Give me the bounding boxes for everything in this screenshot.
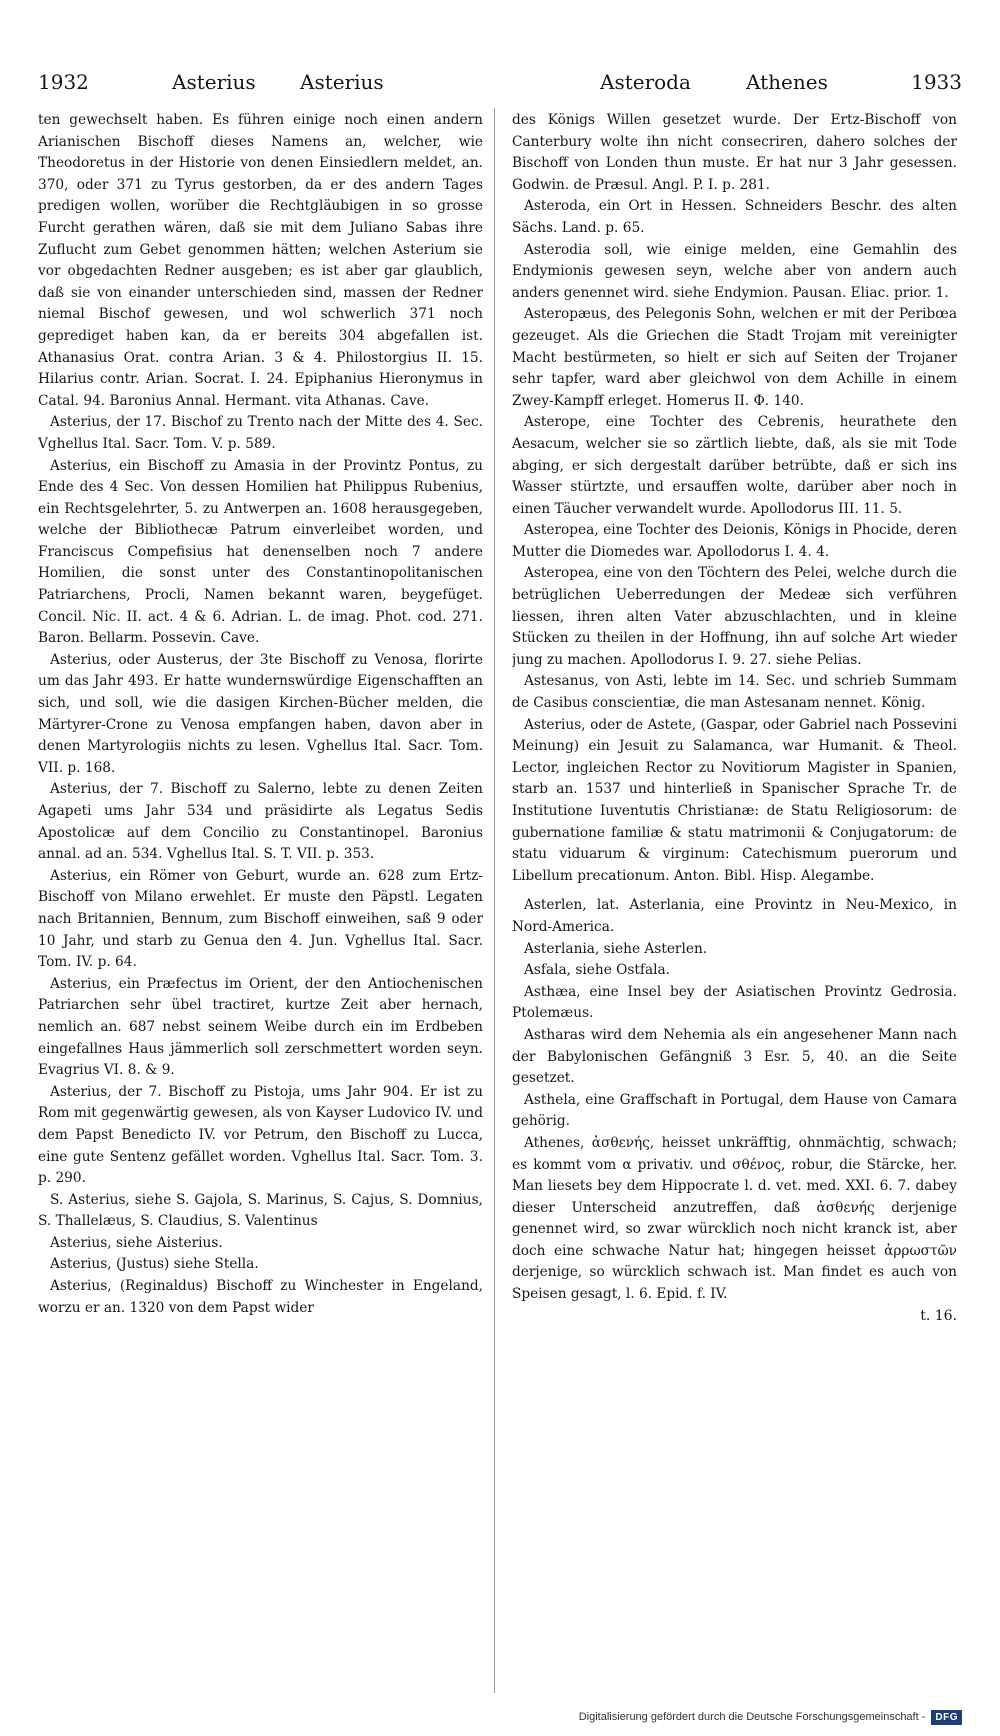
entry-paragraph: des Königs Willen gesetzet wurde. Der Ertz-Bischoff von Canterbury wolte ihn nicht consecriren, dahero solches der Bischoff von Londen thun muste. Er hat nur 3 Jahr gesessen. Godwin. de Præsul. Angl. P. I. p. 281.	[512, 112, 957, 193]
entry-paragraph: Asterius, ein Præfectus im Orient, der den Antiochenischen Patriarchen sehr übel tractiret, kurtze Zeit aber hernach, nemlich an. 687 nebst seinem Weibe durch ein im Erdbeben eingefallnes Haus jämmerlich soll zerschmettert worden seyn. Evagrius VI. 8. & 9.	[38, 975, 483, 1079]
entry-paragraph: Asterius, (Reginaldus) Bischoff zu Winchester in Engeland, worzu er an. 1320 von dem Papst wider	[38, 1278, 483, 1316]
entry-paragraph: Asterope, eine Tochter des Cebrenis, heurathete den Aesacum, welcher sie so zärtlich liebte, daß, als sie mit Tode abging, er sich dergestalt darüber betrübte, daß er sich ins Wasser stürtzte, und ersauffen wolte, darüber aber noch in einen Täucher verwandelt wurde. Apollodorus III. 11. 5.	[512, 414, 957, 517]
entry-paragraph: Asteropea, eine Tochter des Deionis, Königs in Phocide, deren Mutter die Diomedes war. Apollodorus I. 4. 4.	[512, 522, 957, 560]
left-column	[38, 110, 483, 1690]
entry-paragraph: Asterius, ein Römer von Geburt, wurde an. 628 zum Ertz-Bischoff von Milano erwehlet. Er muste den Päpstl. Legaten nach Britannien, Bennum, zum Bischoff einweihen, saß 9 oder 10 Jahr, und starb zu Genua den 4. Jun. Vghellus Ital. Sacr. Tom. IV. p. 64.	[38, 867, 483, 971]
entry-paragraph: Astharas wird dem Nehemia als ein angesehener Mann nach der Babylonischen Gefängniß 3 Esr. 5, 40. an die Seite gesetzet.	[512, 1026, 957, 1087]
catchword: t. 16.	[920, 1307, 957, 1324]
running-head	[38, 70, 962, 100]
entry-paragraph: Asterius, (Justus) siehe Stella.	[50, 1256, 259, 1273]
entry-paragraph: ten gewechselt haben. Es führen einige noch einen andern Arianischen Bischoff dieses Namens an, welcher, wie Theodoretus in der Historie von denen Einsiedlern meldet, an. 370, oder 371 zu Tyrus gestorben, da er des andern Tages predigen wollen, worüber die Rechtgläubigen in so grosse Furcht gerathen wären, daß sie mit dem Juliano Sabas ihre Zuflucht zum Gebet genommen hätten; welchen Asterium sie vor obgedachten Redner ausgeben; es ist aber gar glaublich, daß sie von einander unterschieden sind, massen der Redner niemal Bischof gewesen, und wol schwerlich 371 noch geprediget haben kan, da er bereits 304 abgefallen ist. Athanasius Orat. contra Arian. 3 & 4. Philostorgius II. 15. Hilarius contr. Arian. Socrat. I. 24. Epiphanius Hieronymus in Catal. 94. Baronius Annal. Hermant. vita Athanas. Cave.	[38, 112, 483, 409]
digitization-footer	[579, 1706, 962, 1728]
header-keyword: Athenes	[746, 70, 828, 94]
entry-paragraph: Asterlania, siehe Asterlen.	[524, 940, 708, 957]
page-number-left: 1932	[38, 70, 89, 94]
entry-paragraph: Asthæa, eine Insel bey der Asiatischen Provintz Gedrosia. Ptolemæus.	[512, 983, 957, 1022]
entry-paragraph: Asteroda, ein Ort in Hessen. Schneiders Beschr. des alten Sächs. Land. p. 65.	[512, 198, 957, 236]
entry-paragraph: Asterodia soll, wie einige melden, eine Gemahlin des Endymionis gewesen seyn, welche aber von andern auch anders genennet wird. siehe Endymion. Pausan. Eliac. prior. 1.	[512, 241, 957, 301]
entry-paragraph: Astesanus, von Asti, lebte im 14. Sec. und schrieb Summam de Casibus conscientiæ, die man Astesanam nennet. König.	[512, 673, 957, 712]
entry-paragraph: Asfala, siehe Ostfala.	[524, 962, 671, 979]
entry-paragraph: Asterius, ein Bischoff zu Amasia in der Provintz Pontus, zu Ende des 4 Sec. Von dessen Homilien hat Philippus Rubenius, ein Rechtsgelehrter, 5. zu Antwerpen an. 1608 herausgegeben, welche der Bibliothecæ Patrum einverleibet worden, und Franciscus Compefisius hat denenselben noch 7 andere Homilien, die sonst unter des Constantinopolitanischen Patriarchens, Procli, Namen bekannt waren, beygefüget. Concil. Nic. II. act. 4 & 6. Adrian. L. de imag. Phot. cod. 271. Baron. Bellarm. Possevin. Cave.	[38, 457, 483, 647]
column-divider	[494, 108, 495, 1693]
header-keyword: Asterius	[300, 70, 384, 94]
entry-paragraph: Asteropea, eine von den Töchtern des Pelei, welche durch die betrüglichen Ueberredungen der Medeæ sich verführen liessen, ihren alten Vater abzuschlachten, und in kleine Stücken zu theilen in der Hoffnung, ihn auf solche Art wieder jung zu machen. Apollodorus I. 9. 27. siehe Pelias.	[512, 565, 957, 668]
page-number-right: 1933	[911, 70, 962, 94]
entry-paragraph: Asterius, siehe Aisterius.	[50, 1234, 223, 1251]
entry-paragraph: Asterius, oder de Astete, (Gaspar, oder Gabriel nach Possevini Meinung) ein Jesuit zu Salamanca, war Humanit. & Theol. Lector, ingleichen Rector zu Novitiorum Magister in Spanien, starb an. 1537 und hinterließ in Spanischer Sprache Tr. de Institutione Iuventutis Christianæ: de Statu Religiosorum: de gubernatione familiæ & statu matrimonii & Conjugatorum: de statu viduarum & virginum: Catechismum puerorum und Libellum precationum. Anton. Bibl. Hisp. Alegambe.	[512, 716, 957, 884]
entry-paragraph: S. Asterius, siehe S. Gajola, S. Marinus, S. Cajus, S. Domnius, S. Thallelæus, S. Claudius, S. Valentinus	[38, 1191, 483, 1230]
entry-paragraph: Asthela, eine Graffschaft in Portugal, dem Hause von Camara gehörig.	[512, 1091, 957, 1130]
entry-paragraph: Asterius, der 7. Bischoff zu Pistoja, ums Jahr 904. Er ist zu Rom mit gegenwärtig gewesen, als von Kayser Ludovico IV. und dem Papst Benedicto IV. vor Petrum, den Bischoff zu Lucca, eine gute Sentenz gefället worden. Vghellus Ital. Sacr. Tom. 3. p. 290.	[38, 1083, 483, 1187]
dfg-logo-icon: DFG	[931, 1710, 962, 1725]
entry-paragraph: Asterius, der 7. Bischoff zu Salerno, lebte zu denen Zeiten Agapeti ums Jahr 534 und präsidirte als Legatus Sedis Apostolicæ auf dem Concilio zu Constantinopel. Baronius annal. ad an. 534. Vghellus Ital. S. T. VII. p. 353.	[38, 781, 483, 863]
header-keyword: Asteroda	[600, 70, 691, 94]
right-column	[512, 110, 957, 1690]
header-keyword: Asterius	[172, 70, 256, 94]
footer-text: Digitalisierung gefördert durch die Deutsche Forschungsgemeinschaft -	[578, 1711, 926, 1723]
entry-paragraph: Asteropæus, des Pelegonis Sohn, welchen er mit der Peribœa gezeuget. Als die Griechen die Stadt Trojam mit vereinigter Macht bestürmeten, so hielt er sich auf Seiten der Trojaner sehr tapfer, ward aber gleichwol von dem Achille in einem Zwey-Kampff erleget. Homerus II. Φ. 140.	[512, 306, 957, 409]
entry-paragraph: Asterius, oder Austerus, der 3te Bischoff zu Venosa, florirte um das Jahr 493. Er hatte wundernswürdige Eigenschafften an sich, und soll, wie die dasigen Kirchen-Bücher melden, die Märtyrer-Crone zu Venosa empfangen haben, davon aber in denen Martyrologiis nichts zu lesen. Vghellus Ital. Sacr. Tom. VII. p. 168.	[38, 651, 483, 776]
entry-paragraph: Athenes, ἀσθενής, heisset unkräfftig, ohnmächtig, schwach; es kommt vom α privativ. und σθένος, robur, die Stärcke, her. Man liesets bey dem Hippocrate l. d. vet. med. XXI. 6. 7. dabey dieser Unterscheid anzutreffen, daß ἀσθενής derjenige genennet wird, so zwar würcklich noch nicht kranck ist, aber doch eine schwache Natur hat; hingegen heisset ἀρρωστῶν derjenige, so würcklich schwach ist. Man findet es auch von Speisen gesagt, l. 6. Epid. f. IV.	[512, 1134, 957, 1303]
entry-paragraph: Asterlen, lat. Asterlania, eine Provintz in Neu-Mexico, in Nord-America.	[512, 897, 957, 935]
entry-paragraph: Asterius, der 17. Bischof zu Trento nach der Mitte des 4. Sec. Vghellus Ital. Sacr. Tom. V. p. 589.	[38, 414, 483, 452]
